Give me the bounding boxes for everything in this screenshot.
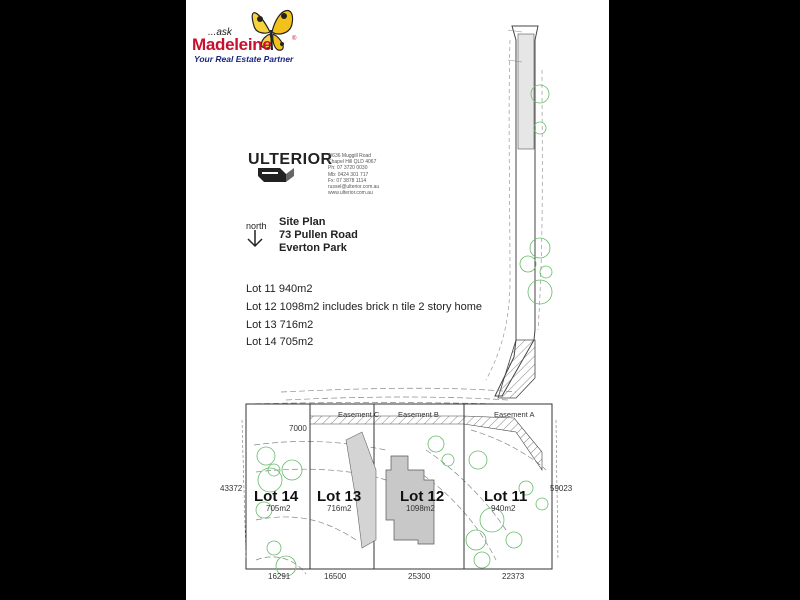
contact-line: Chapel Hill QLD 4067 [328, 159, 377, 166]
north-label: north [246, 221, 267, 231]
address-street: 73 Pullen Road [279, 229, 358, 241]
contact-line: Mb: 0424 301 717 [328, 171, 369, 178]
lot-12-area: 1098m2 [406, 504, 435, 513]
dimension-bottom-lot11: 22373 [502, 572, 525, 581]
easement-b-label: Easement B [398, 410, 439, 419]
lot-11-area: 940m2 [491, 504, 516, 513]
dimension-bottom-lot14: 16291 [268, 572, 291, 581]
brand-registered-mark: ® [292, 36, 297, 42]
brand-tagline: Your Real Estate Partner [194, 54, 294, 64]
brand-ask-text: ...ask [208, 27, 232, 38]
access-driveway [486, 26, 542, 398]
contact-line: Ph: 07 3720 0030 [328, 165, 368, 172]
lot-13-area: 716m2 [327, 504, 352, 513]
lot-12-label: Lot 12 [400, 488, 445, 505]
contact-line: www.ulterior.com.au [328, 190, 373, 197]
dimension-bottom-lot13: 16500 [324, 572, 347, 581]
dimension-right: 59023 [550, 484, 573, 493]
lot-14-label: Lot 14 [254, 488, 299, 505]
lot-11-label: Lot 11 [484, 488, 528, 505]
lot-summary-item: Lot 12 1098m2 includes brick n tile 2 story home [246, 301, 483, 313]
address-suburb: Everton Park [279, 242, 347, 254]
dimension-left: 43372 [220, 484, 243, 493]
site-plan-sheet [186, 0, 609, 600]
dimension-bottom-lot12: 25300 [408, 572, 431, 581]
dimension-top: 7000 [289, 424, 307, 433]
lot-summary-item: Lot 14 705m2 [246, 336, 314, 348]
easement-a-label: Easement A [494, 410, 535, 419]
plan-title: Site Plan [279, 216, 326, 228]
contact-line: Fx: 07 3878 1114 [328, 177, 367, 184]
contact-line: russel@ulterior.com.au [328, 184, 380, 191]
brand-name: Madeleine [192, 35, 272, 54]
lot-summary-item: Lot 11 940m2 [246, 283, 313, 295]
lot-summary-item: Lot 13 716m2 [246, 319, 314, 331]
easement-strip [310, 416, 542, 470]
lot-13-label: Lot 13 [317, 488, 362, 505]
easement-c-label: Easement C [338, 410, 380, 419]
lot-14-area: 705m2 [266, 504, 291, 513]
contact-line: 3/636 Muggill Road [328, 153, 372, 159]
company-name: ULTERIOR [248, 151, 333, 168]
site-plan-drawing [186, 0, 609, 600]
